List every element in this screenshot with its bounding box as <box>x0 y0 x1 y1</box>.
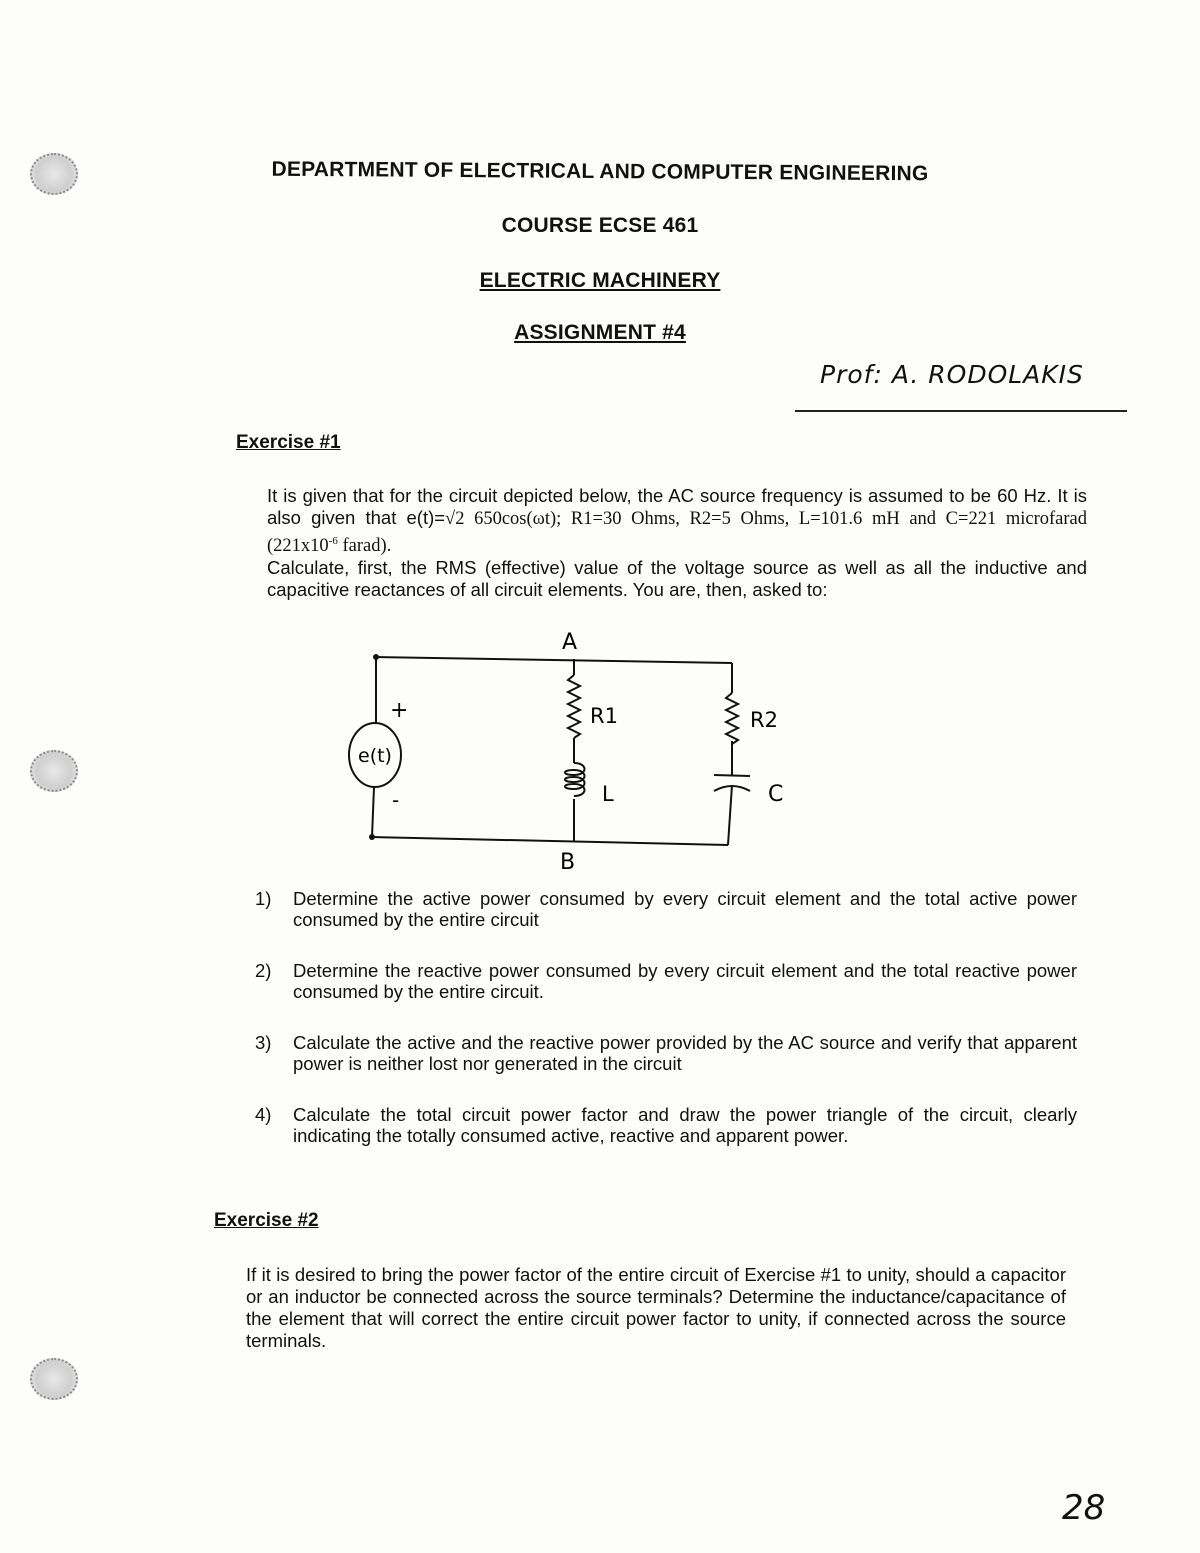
intro-text-1: It is given that for the circuit depicted below, the AC source frequency is assumed to be 60 Hz. It is also given that e(t)= <box>267 485 1087 528</box>
node-label-a: A <box>562 630 578 655</box>
label-r2: R2 <box>750 708 778 732</box>
course-code: COURSE ECSE 461 <box>501 214 699 237</box>
circuit-diagram <box>340 625 820 875</box>
question-item <box>255 888 1077 930</box>
exercise-2-text: If it is desired to bring the power factor of the entire circuit of Exercise #1 to unity, should a capacitor or an inductor be connected across the source terminals? Determine the inductance/capacitance of the element that will correct the entire circuit power factor to unity, if connected across the source terminals. <box>246 1264 1066 1351</box>
node-dot-bottom-left <box>369 834 375 840</box>
exercise-1-intro <box>267 485 1087 601</box>
label-r1: R1 <box>590 704 618 728</box>
professor-name: Prof: A. RODOLAKIS <box>795 360 1127 412</box>
assignment-title: ASSIGNMENT #4 <box>514 321 686 344</box>
wire-top <box>376 657 732 663</box>
intro-text-3: farad). <box>337 536 392 557</box>
department-title: DEPARTMENT OF ELECTRICAL AND COMPUTER ENGINEERING <box>271 157 929 186</box>
intro-text-2: 650cos(ωt); R1=30 Ohms, R2=5 Ohms, L=101.6 mH and C=221 microfarad (221x10 <box>267 509 1087 557</box>
wire-right-bottom <box>728 785 732 845</box>
node-label-b: B <box>560 850 576 875</box>
exercise-1-task: Calculate, first, the RMS (effective) value of the voltage source as well as all the inductive and capacitive reactances of all circuit elements. You are, then, asked to: <box>267 557 1087 601</box>
source-plus: + <box>390 698 409 723</box>
question-number: 1) <box>255 888 272 909</box>
resistor-r2-symbol <box>726 693 738 744</box>
wire-left-lower <box>372 787 374 837</box>
page-number: 28 <box>1062 1488 1106 1528</box>
question-number: 4) <box>255 1104 272 1125</box>
question-text: Calculate the total circuit power factor and draw the power triangle of the circuit, clearly indicating the totally consumed active, reactive and apparent power. <box>293 1104 1077 1146</box>
resistor-r1-symbol <box>568 675 580 738</box>
label-c: C <box>768 782 784 807</box>
label-l: L <box>602 782 614 806</box>
sqrt-symbol: √2 <box>445 509 465 529</box>
punch-hole-middle <box>30 750 78 792</box>
question-text: Determine the reactive power consumed by every circuit element and the total reactive power consumed by the entire circuit. <box>293 960 1077 1002</box>
punch-hole-lower <box>30 1358 78 1400</box>
exercise-1-heading: Exercise #1 <box>236 432 341 453</box>
node-dot-top-left <box>373 654 379 660</box>
exponent: -6 <box>328 535 338 547</box>
question-item <box>255 960 1077 1002</box>
question-text: Calculate the active and the reactive power provided by the AC source and verify that apparent power is neither lost nor generated in the circuit <box>293 1032 1077 1074</box>
question-item <box>255 1104 1077 1146</box>
source-label: e(t) <box>358 745 392 767</box>
subject-title: ELECTRIC MACHINERY <box>479 269 721 292</box>
inductor-l-symbol <box>565 763 585 796</box>
capacitor-plate-top <box>714 775 750 776</box>
question-item <box>255 1032 1077 1074</box>
source-minus: - <box>392 788 400 812</box>
question-text: Determine the active power consumed by every circuit element and the total active power consumed by the entire circuit <box>293 888 1077 930</box>
question-number: 3) <box>255 1032 272 1053</box>
wire-bottom <box>372 837 728 845</box>
question-list <box>255 888 1077 1176</box>
exercise-2-heading: Exercise #2 <box>214 1210 319 1231</box>
question-number: 2) <box>255 960 272 981</box>
